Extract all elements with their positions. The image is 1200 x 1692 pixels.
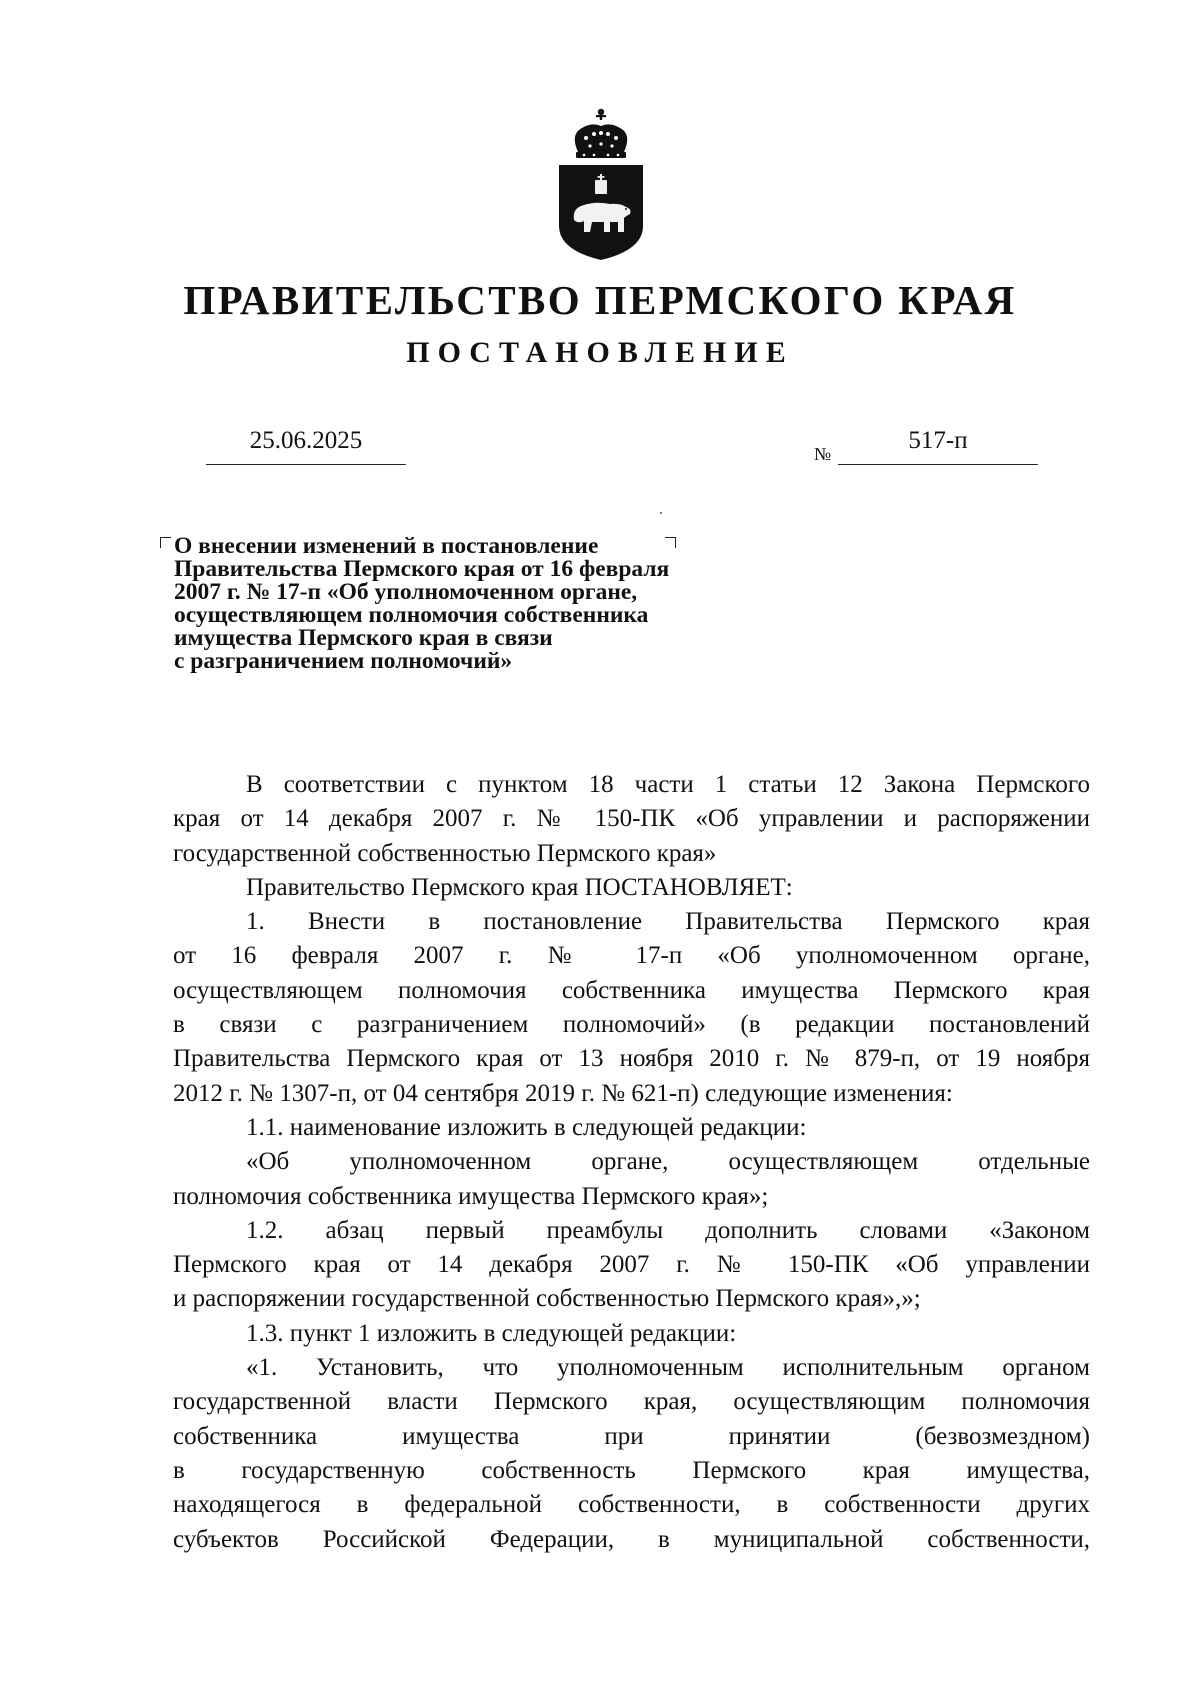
- subject-line: с разграничением полномочий»: [174, 648, 513, 674]
- body-line: собственника имущества при принятии (безвозмездном): [173, 1422, 1090, 1450]
- body-line: края от 14 декабря 2007 г. № 150-ПК «Об управлении и распоряжении: [173, 805, 1090, 833]
- body-line: в связи с разграничением полномочий» (в редакции постановлений: [173, 1011, 1090, 1039]
- body-line: В соответствии с пунктом 18 части 1 статьи 12 Закона Пермского: [246, 771, 1090, 798]
- perm-krai-coat-of-arms-icon: [556, 108, 646, 262]
- document-number: 517-п: [838, 424, 1038, 465]
- number-sign: №: [814, 444, 832, 464]
- body-line: государственной власти Пермского края, осуществляющим полномочия: [173, 1388, 1090, 1416]
- government-title: ПРАВИТЕЛЬСТВО ПЕРМСКОГО КРАЯ: [183, 277, 1017, 323]
- body-line: в государственную собственность Пермского края имущества,: [173, 1456, 1090, 1484]
- scan-speck: [660, 512, 662, 514]
- subject-line: имущества Пермского края в связи: [174, 625, 553, 651]
- subject-bracket-left: [160, 537, 171, 548]
- body-line: 2012 г. № 1307-п, от 04 сентября 2019 г. № 621-п) следующие изменения:: [173, 1079, 953, 1107]
- body-line: Правительство Пермского края ПОСТАНОВЛЯЕТ:: [246, 873, 793, 901]
- document-subject: [174, 535, 794, 673]
- document-date: 25.06.2025: [206, 424, 406, 465]
- body-line: «Об уполномоченном органе, осуществляющем отдельные: [246, 1148, 1090, 1176]
- body-line: от 16 февраля 2007 г. № 17-п «Об уполномоченном органе,: [173, 942, 1090, 970]
- body-line: 1.3. пункт 1 изложить в следующей редакции:: [246, 1319, 737, 1347]
- body-line: 1.1. наименование изложить в следующей редакции:: [246, 1113, 807, 1141]
- subject-line: О внесении изменений в постановление: [174, 533, 599, 559]
- body-line: Правительства Пермского края от 13 ноября 2010 г. № 879-п, от 19 ноября: [173, 1045, 1090, 1073]
- body-line: осуществляющем полномочия собственника имущества Пермского края: [173, 976, 1090, 1004]
- subject-line: осуществляющем полномочия собственника: [174, 602, 649, 628]
- body-line: полномочия собственника имущества Пермского края»;: [173, 1182, 769, 1210]
- body-line: субъектов Российской Федерации, в муниципальной собственности,: [173, 1525, 1090, 1553]
- body-line: «1. Установить, что уполномоченным исполнительным органом: [246, 1354, 1090, 1382]
- body-line: Пермского края от 14 декабря 2007 г. № 150-ПК «Об управлении: [173, 1251, 1090, 1279]
- body-line: находящегося в федеральной собственности, в собственности других: [173, 1491, 1090, 1519]
- body-line: государственной собственностью Пермского края»: [173, 839, 717, 867]
- body-line: 1.2. абзац первый преамбулы дополнить словами «Законом: [246, 1216, 1090, 1244]
- body-line: и распоряжении государственной собственностью Пермского края»,»;: [173, 1285, 921, 1313]
- subject-line: 2007 г. № 17-п «Об уполномоченном органе,: [174, 579, 638, 605]
- subject-line: Правительства Пермского края от 16 февраля: [174, 556, 670, 582]
- document-body: [173, 768, 1090, 1557]
- document-type: ПОСТАНОВЛЕНИЕ: [406, 336, 794, 369]
- body-line: 1. Внести в постановление Правительства Пермского края: [246, 908, 1090, 936]
